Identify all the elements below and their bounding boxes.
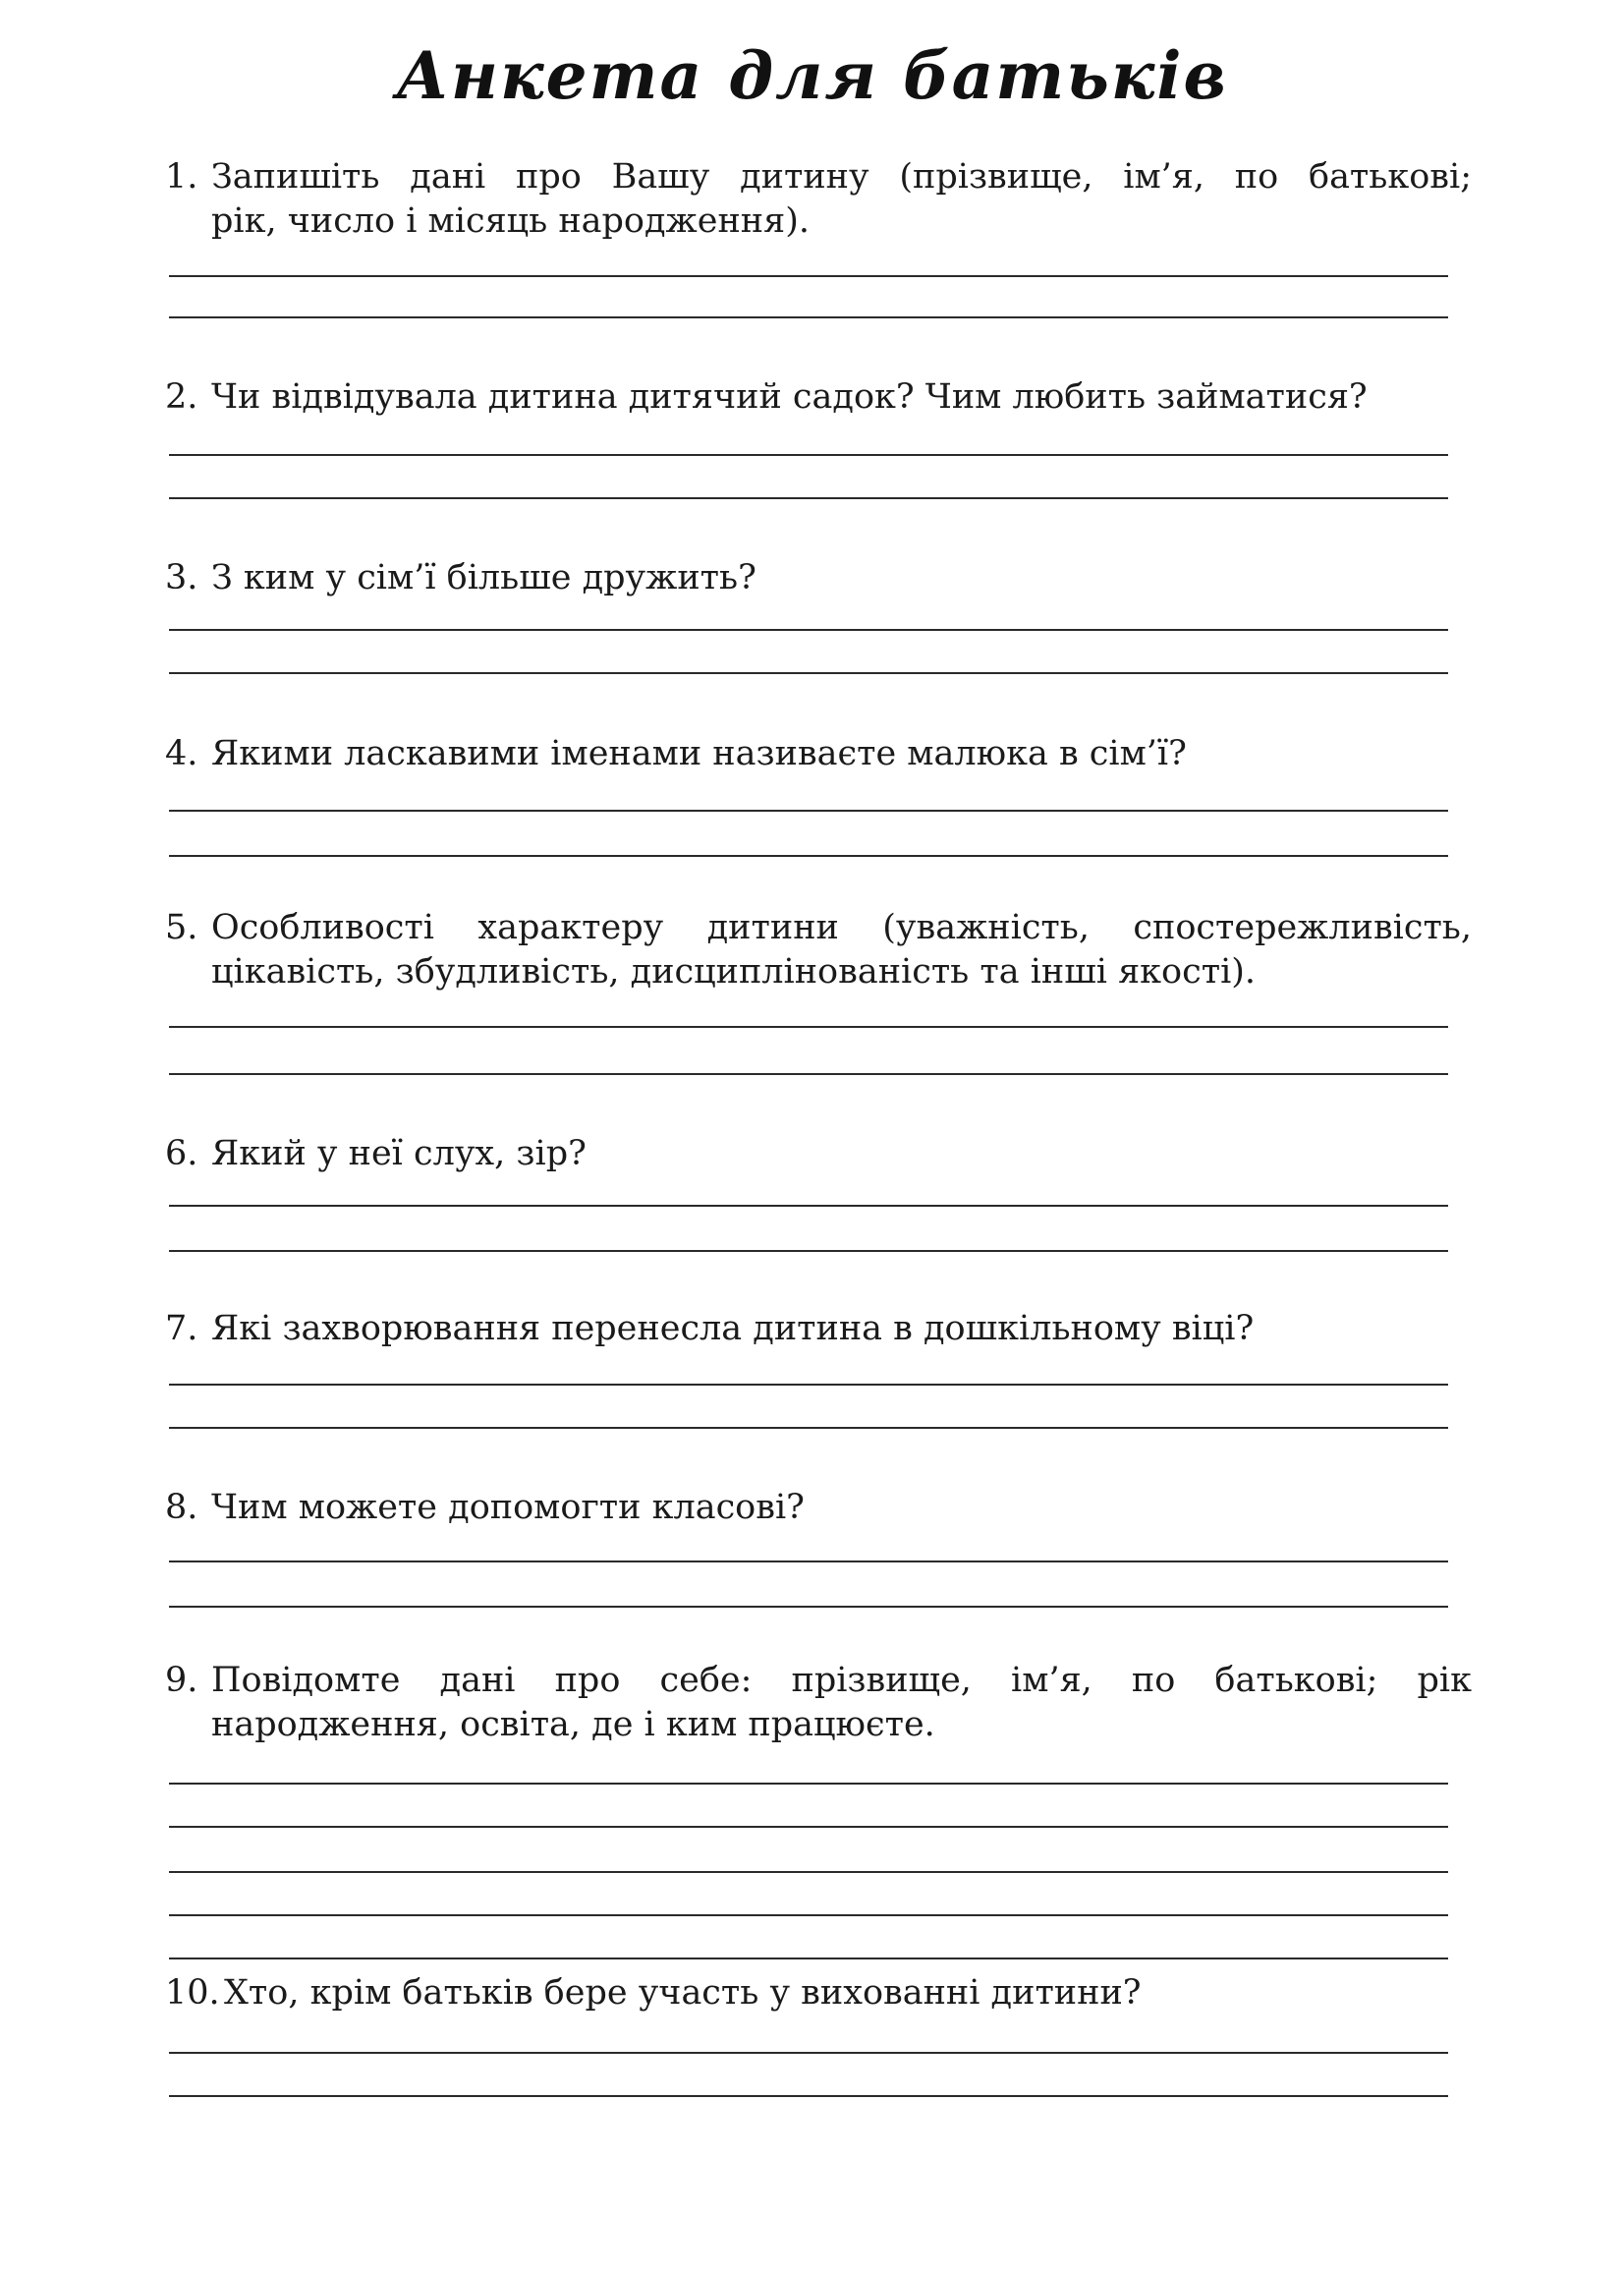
question-4 [165, 732, 1472, 776]
question-number: 4. [165, 734, 198, 773]
question-text: Запишіть дані про Вашу дитину (прізвище, ім’я, по батькові; [211, 157, 1472, 197]
answer-line[interactable] [169, 1205, 1448, 1207]
question-text: Які захворювання перенесла дитина в дошкільному віці? [211, 1309, 1255, 1348]
question-text: Якими ласкавими іменами називаєте малюка в сім’ї? [211, 734, 1187, 773]
answer-line[interactable] [169, 1561, 1448, 1562]
question-5-line1-row [165, 906, 1472, 950]
answer-line[interactable] [169, 1871, 1448, 1873]
question-6 [165, 1132, 1472, 1176]
question-text-cont: рік, число і місяць народження). [211, 201, 810, 241]
question-9-line1-row [165, 1659, 1472, 1703]
question-number: 10. [165, 1973, 220, 2013]
question-2 [165, 375, 1472, 420]
question-8 [165, 1486, 1472, 1530]
question-number: 8. [165, 1488, 198, 1527]
answer-line[interactable] [169, 629, 1448, 631]
question-number: 2. [165, 377, 198, 417]
answer-line[interactable] [169, 2052, 1448, 2054]
answer-line[interactable] [169, 1783, 1448, 1785]
question-number: 1. [165, 157, 198, 197]
question-5 [165, 906, 1472, 994]
question-number: 6. [165, 1134, 198, 1173]
question-number: 5. [165, 908, 198, 947]
answer-line[interactable] [169, 2095, 1448, 2097]
question-3 [165, 556, 1472, 600]
question-text: Чи відвідувала дитина дитячий садок? Чим любить займатися? [211, 377, 1368, 417]
question-number: 7. [165, 1309, 198, 1348]
answer-line[interactable] [169, 672, 1448, 674]
question-text: Особливості характеру дитини (уважність, спостережливість, [211, 908, 1472, 947]
question-text-cont: цікавість, збудливість, дисциплінованість та інші якості). [211, 952, 1257, 992]
question-1 [165, 155, 1472, 244]
question-text: З ким у сім’ї більше дружить? [211, 558, 756, 597]
answer-line[interactable] [169, 1250, 1448, 1252]
answer-line[interactable] [169, 855, 1448, 857]
question-text: Який у неї слух, зір? [211, 1134, 587, 1173]
question-number: 9. [165, 1661, 198, 1700]
answer-line[interactable] [169, 1073, 1448, 1075]
question-9 [165, 1659, 1472, 1747]
answer-line[interactable] [169, 1958, 1448, 1959]
answer-line[interactable] [169, 1026, 1448, 1028]
answer-line[interactable] [169, 1826, 1448, 1828]
answer-line[interactable] [169, 1427, 1448, 1429]
answer-line[interactable] [169, 1384, 1448, 1386]
question-text: Хто, крім батьків бере участь у вихованні дитини? [224, 1973, 1142, 2013]
question-10 [165, 1971, 1472, 2015]
answer-line[interactable] [169, 275, 1448, 277]
answer-line[interactable] [169, 316, 1448, 318]
question-7 [165, 1307, 1472, 1351]
answer-line[interactable] [169, 1606, 1448, 1608]
question-number: 3. [165, 558, 198, 597]
answer-line[interactable] [169, 810, 1448, 812]
answer-line[interactable] [169, 1914, 1448, 1916]
answer-line[interactable] [169, 497, 1448, 499]
question-text: Чим можете допомогти класові? [211, 1488, 805, 1527]
question-1-line1-row [165, 155, 1472, 199]
answer-line[interactable] [169, 454, 1448, 456]
question-text: Повідомте дані про себе: прізвище, ім’я, по батькові; рік [211, 1661, 1472, 1700]
form-title: Анкета для батьків [396, 37, 1228, 114]
question-text-cont: народження, освіта, де і ким працюєте. [211, 1705, 935, 1744]
